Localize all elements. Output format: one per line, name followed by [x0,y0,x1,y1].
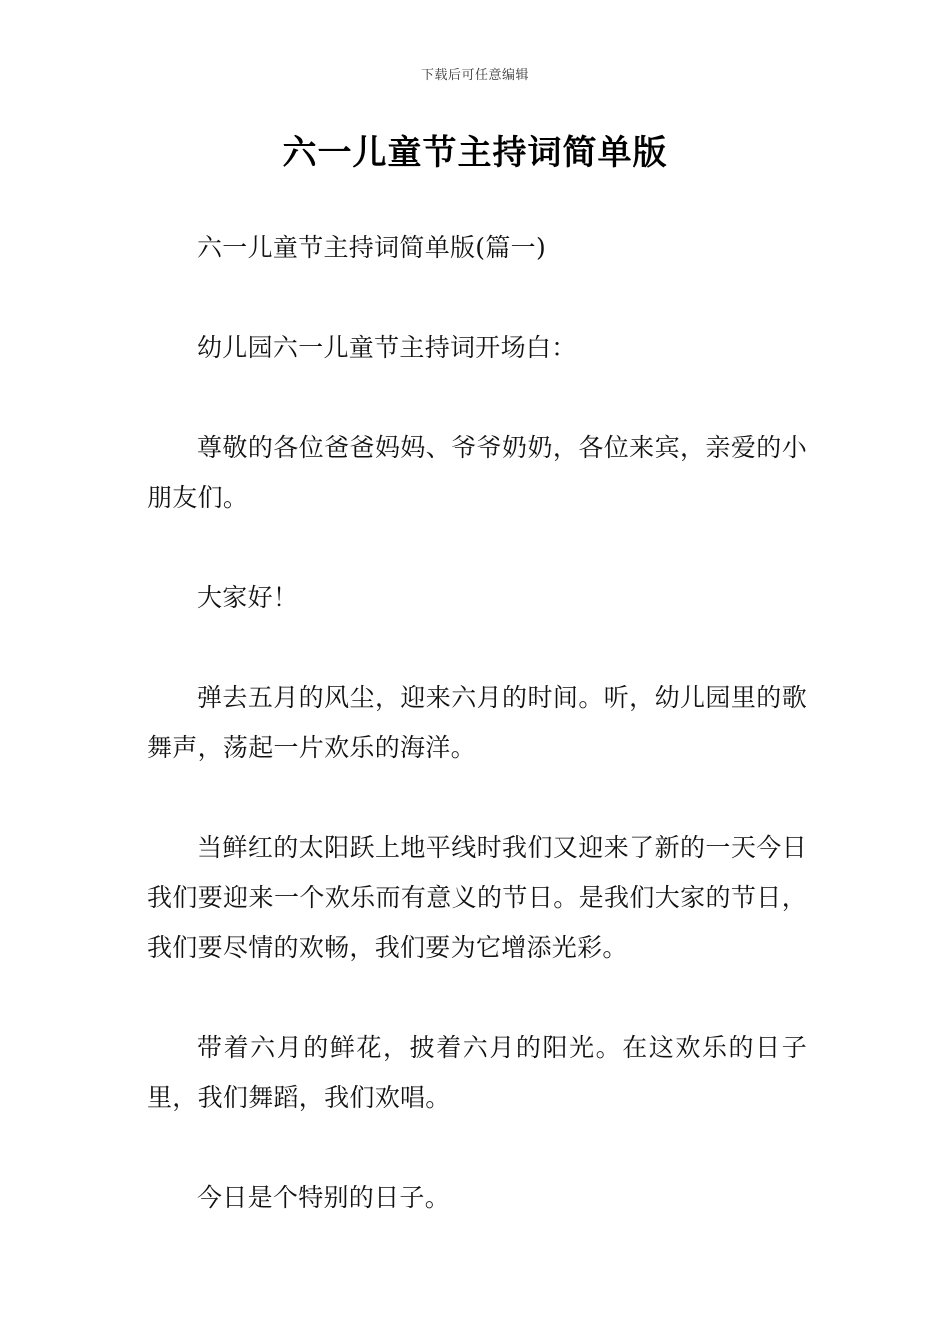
header-note: 下载后可任意编辑 [420,68,529,83]
paragraph-special-day: 今日是个特别的日子。 [197,1183,451,1212]
paragraph-june: 弹去五月的风尘，迎来六月的时间。听，幼儿园里的歌舞声，荡起一片欢乐的海洋。 [147,683,807,762]
paragraph-section-heading: 六一儿童节主持词简单版(篇一) [197,233,547,262]
paragraph-flowers: 带着六月的鲜花，披着六月的阳光。在这欢乐的日子里，我们舞蹈，我们欢唱。 [147,1033,807,1112]
paragraph-hello: 大家好！ [197,583,299,612]
paragraph-sunrise: 当鲜红的太阳跃上地平线时我们又迎来了新的一天今日我们要迎来一个欢乐而有意义的节日。是我们大家的节日，我们要尽情的欢畅，我们要为它增添光彩。 [147,833,807,962]
paragraph-opening-label: 幼儿园六一儿童节主持词开场白： [197,333,577,362]
document-body [147,223,807,1273]
paragraph-greeting: 尊敬的各位爸爸妈妈、爷爷奶奶，各位来宾，亲爱的小朋友们。 [147,433,807,512]
document-title: 六一儿童节主持词简单版 [282,133,668,173]
